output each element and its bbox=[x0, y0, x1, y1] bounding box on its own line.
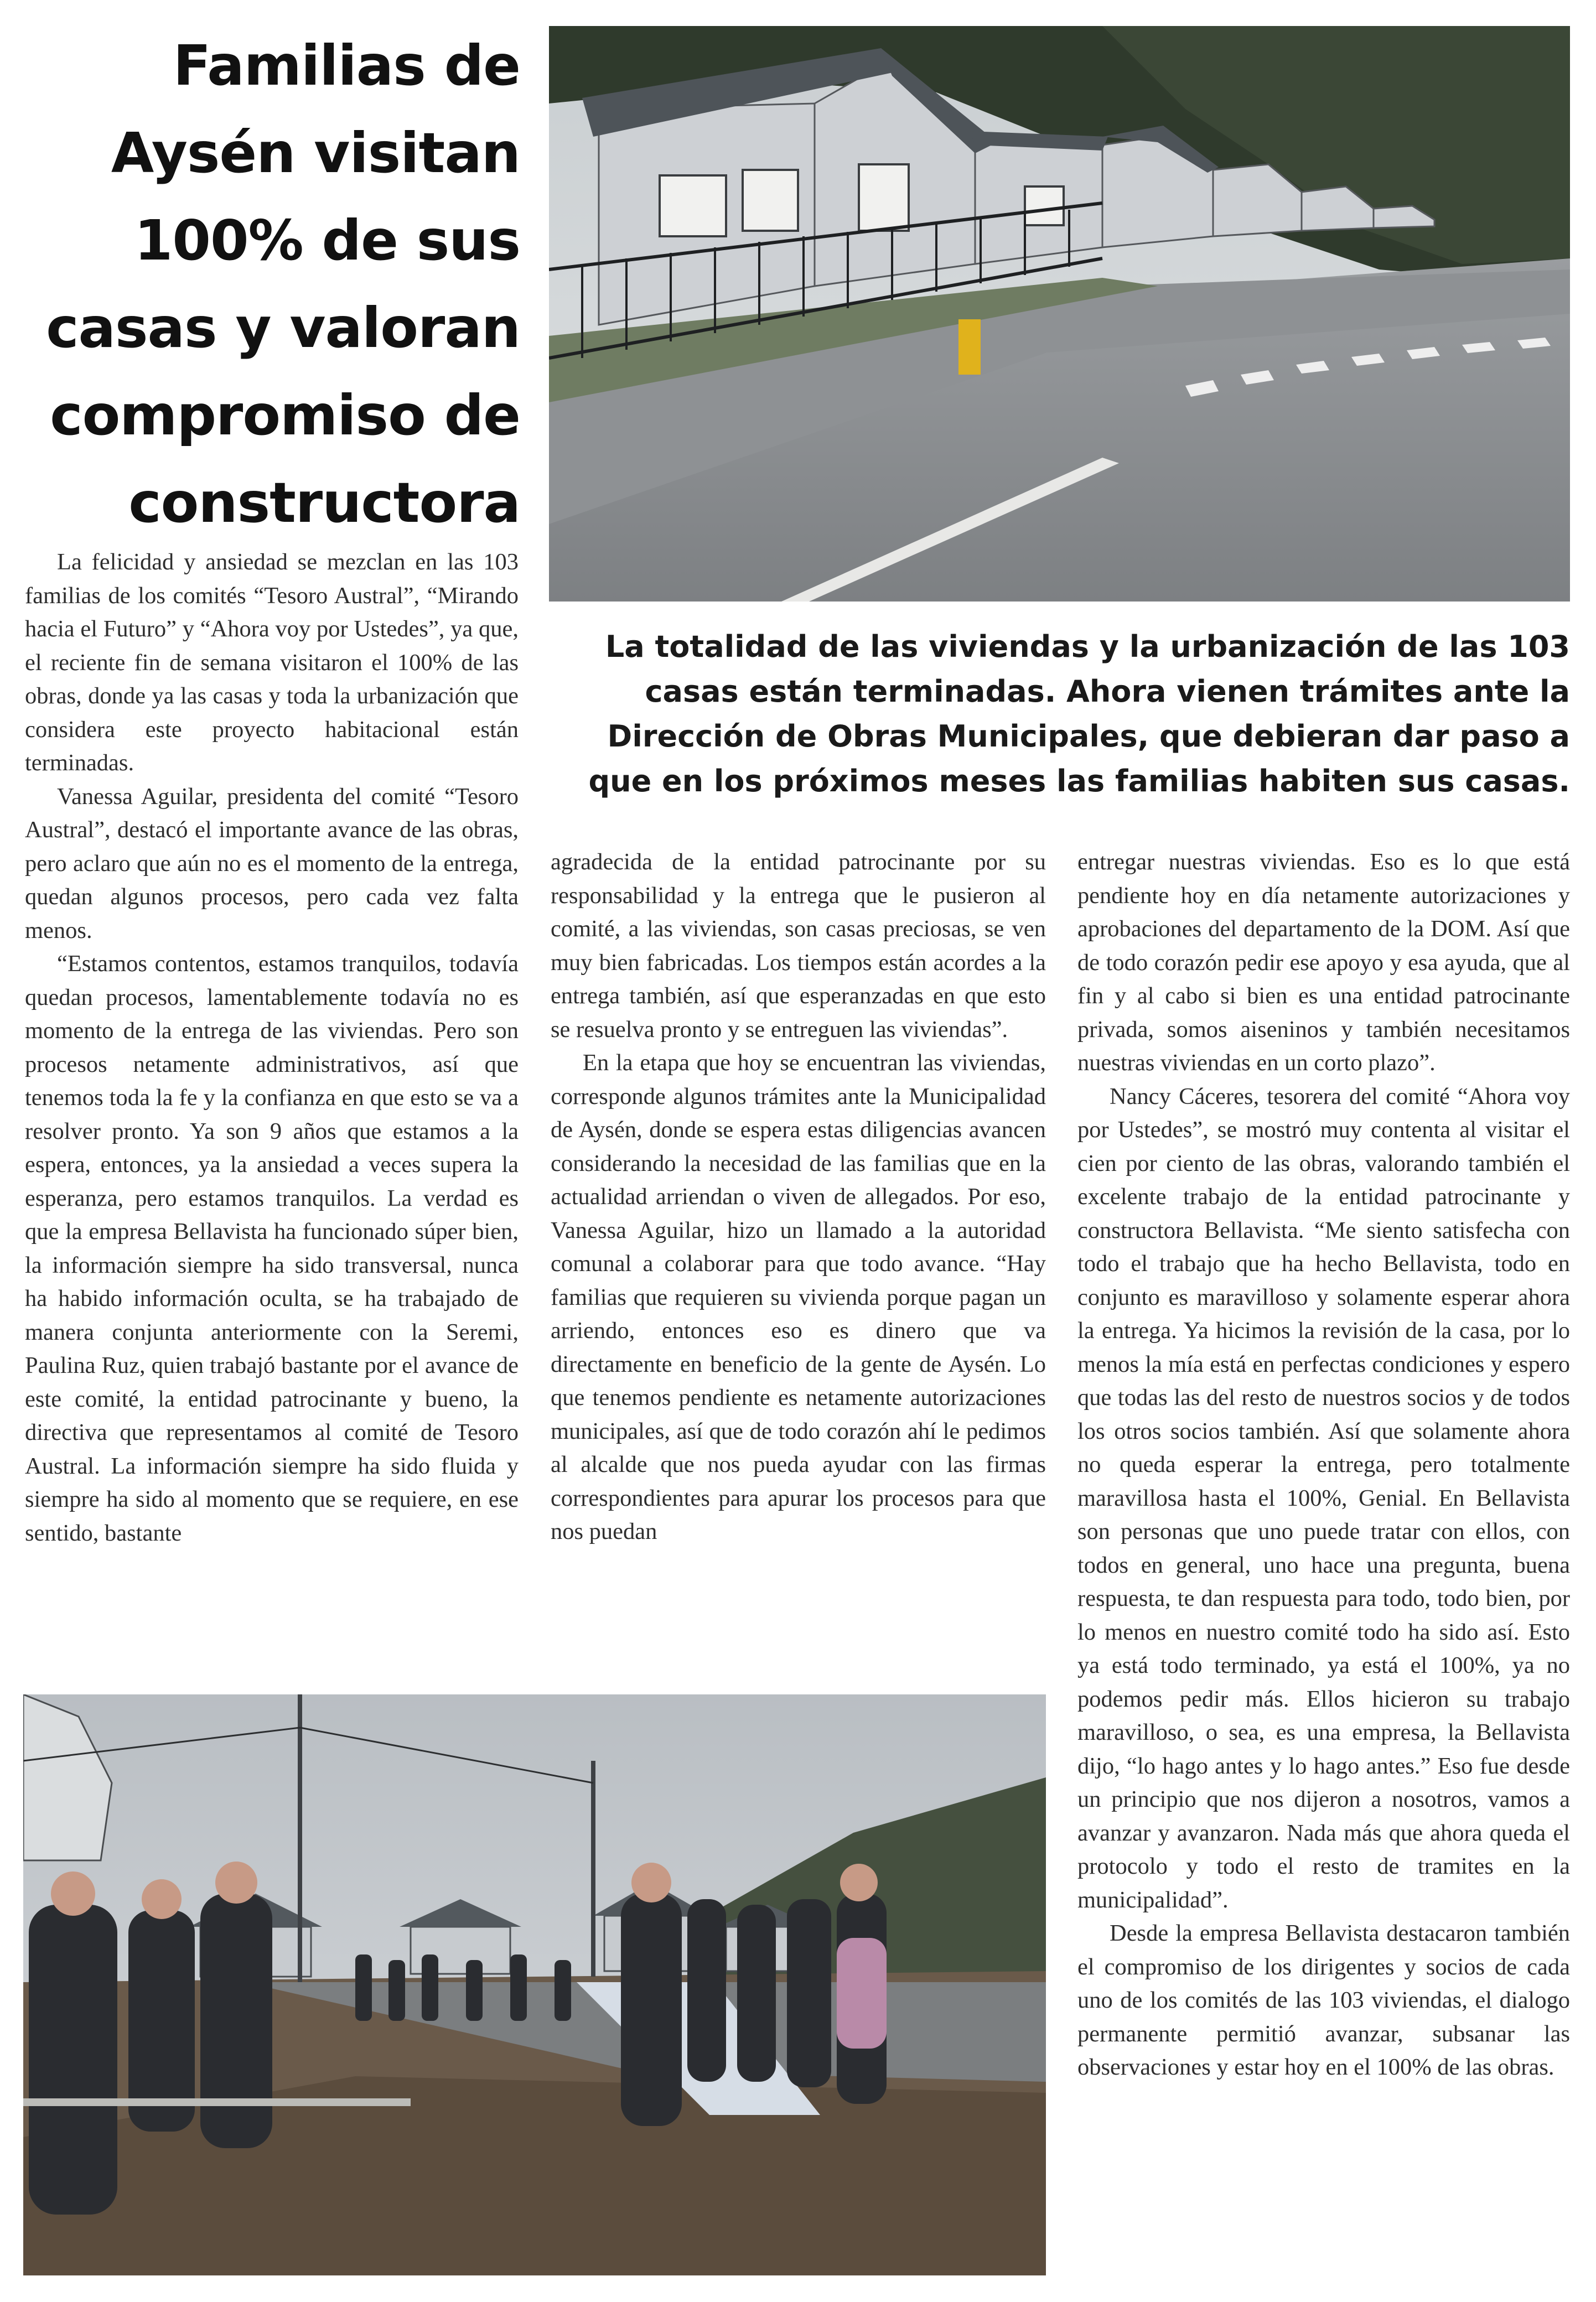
article-column-1 bbox=[25, 546, 519, 1550]
paragraph: La felicidad y ansiedad se mezclan en las 103 familias de los comités “Tesoro Austral”, “Mirando hacia el Futuro” y “Ahora voy por Ustedes”, ya que, el reciente fin de semana visitaron el 100% de las obras, donde ya las casas y toda la urbanización que considera este proyecto habitacional están terminadas. bbox=[25, 549, 519, 776]
families-visit-photo bbox=[23, 1694, 1046, 2275]
paragraph: entregar nuestras viviendas. Eso es lo que está pendiente hoy en día netamente autorizaciones y aprobaciones del departamento de la DOM. Así que de todo corazón pedir ese apoyo y esa ayuda, que al fin y al cabo si bien es una entidad patrocinante privada, somos aiseninos y también necesitamos nuestras viviendas en un corto plazo”. bbox=[1077, 849, 1570, 1076]
paragraph: “Estamos contentos, estamos tranquilos, todavía quedan procesos, lamentablemente todavía no es momento de la entrega de las viviendas. Pero son procesos netamente administrativos, así que tenemos toda la fe y la confianza en que esto se va a resolver pronto. Ya son 9 años que estamos a la espera, entonces, ya la ansiedad a veces supera la esperanza, pero estamos tranquilos. La verdad es que la empresa Bellavista ha funcionado súper bien, la información siempre ha sido transversal, nunca ha habido información oculta, se ha trabajado de manera conjunta anteriormente con la Seremi, Paulina Ruz, quien trabajó bastante por el avance de este comité, la entidad patrocinante y bueno, la directiva que representamos al comité de Tesoro Austral. La información siempre ha sido fluida y siempre ha sido al momento que se requiere, en ese sentido, bastante bbox=[25, 951, 519, 1546]
paragraph: agradecida de la entidad patrocinante por su responsabilidad y la entrega que le pusieron al comité, a las viviendas, son casas preciosas, se ven muy bien fabricadas. Los tiempos están acordes a la entrega también, así que esperanzadas en que esto se resuelva pronto y se entreguen las viviendas”. bbox=[551, 849, 1046, 1043]
paragraph: Vanessa Aguilar, presidenta del comité “Tesoro Austral”, destacó el importante avance de las obras, pero aclaro que aún no es el momento de la entrega, quedan algunos procesos, pero cada vez falta menos. bbox=[25, 783, 519, 943]
paragraph: Nancy Cáceres, tesorera del comité “Ahora voy por Ustedes”, se mostró muy contenta al visitar el cien por ciento de las obras, valorando también el excelente trabajo de la entidad patrocinante y constructora Bellavista. “Me siento satisfecha con todo el trabajo que ha hecho Bellavista, todo en conjunto es maravilloso y solamente esperar ahora la entrega. Ya hicimos la revisión de la casa, por lo menos la mía está en perfectas condiciones y espero que todas las del resto de nuestros socios y de todos los otros socios también. Así que solamente ahora no queda esperar la entrega, pero totalmente maravillosa hasta el 100%, Genial. En Bellavista son personas que uno puede tratar con ellos, con todos en general, uno hace una pregunta, buena respuesta, te dan respuesta para todo, todo bien, por lo menos en nuestro comité todo ha sido así. Esto ya está todo terminado, ya está el 100%, ya no podemos pedir más. Ellos hicieron su trabajo maravilloso, o sea, es una empresa, la Bellavista dijo, “lo hago antes y lo hago antes.” Eso fue desde un principio que nos dijeron a nosotros, vamos a avanzar y avanzaron. Nada más que ahora queda el protocolo y todo el resto de tramites en la municipalidad”. bbox=[1077, 1083, 1570, 1913]
houses-street-photo bbox=[549, 26, 1570, 602]
paragraph: Desde la empresa Bellavista destacaron también el compromiso de los dirigentes y socios de cada uno de los comités de las 103 viviendas, el dialogo permanente permitió avanzar, subsanar las observaciones y estar hoy en el 100% de las obras. bbox=[1077, 1920, 1570, 2080]
article-column-2 bbox=[551, 846, 1046, 1549]
article-column-3 bbox=[1077, 846, 1570, 2085]
families-visit-illustration bbox=[23, 1694, 1046, 2275]
lead-caption: La totalidad de las viviendas y la urbanización de las 103 casas están terminadas. Ahora vienen trámites ante la Dirección de Obras Municipales, que debieran dar paso a que en los próximos meses las familias habiten sus casas. bbox=[588, 629, 1570, 799]
headline: Familias de Aysén visitan 100% de sus casas y valoran compromiso de constructora bbox=[46, 33, 520, 535]
paragraph: En la etapa que hoy se encuentran las viviendas, corresponde algunos trámites ante la Municipalidad de Aysén, donde se espera estas diligencias avancen considerando la necesidad de las familias que en la actualidad arriendan o viven de allegados. Por eso, Vanessa Aguilar, hizo un llamado a la autoridad comunal a colaborar para que todo avance. “Hay familias que requieren su vivienda porque pagan un arriendo, entonces eso es dinero que va directamente en beneficio de la gente de Aysén. Lo que tenemos pendiente es netamente autorizaciones municipales, así que de todo corazón ahí le pedimos al alcalde que nos pueda ayudar con las firmas correspondientes para apurar los procesos para que nos puedan bbox=[551, 1050, 1046, 1544]
houses-street-illustration bbox=[549, 26, 1570, 602]
